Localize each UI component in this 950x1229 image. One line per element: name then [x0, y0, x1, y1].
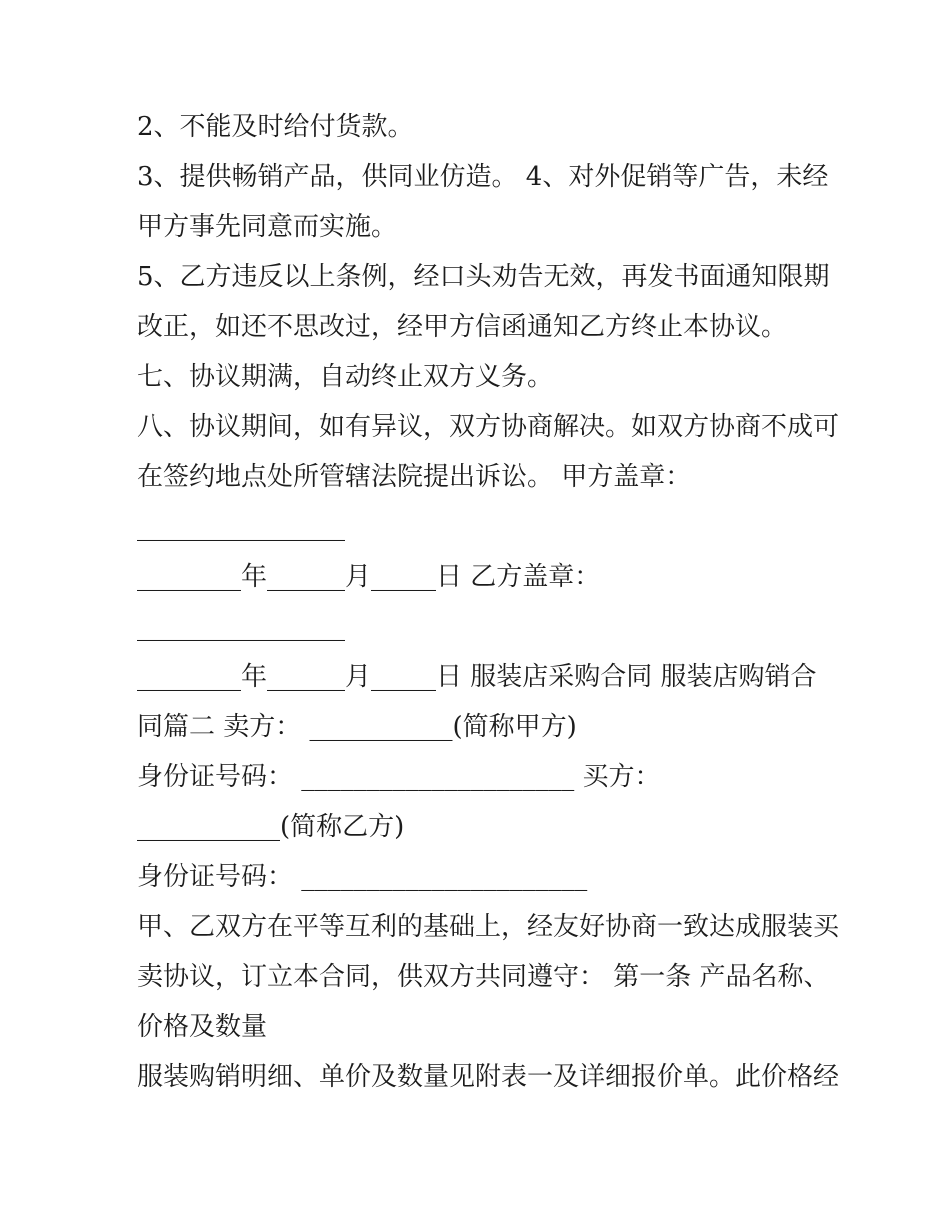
document-line: 3、提供畅销产品，供同业仿造。 4、对外促销等广告，未经: [137, 162, 829, 192]
document-line: 服装购销明细、单价及数量见附表一及详细报价单。此价格经: [137, 1062, 840, 1092]
document-line: 卖协议，订立本合同，供双方共同遵守： 第一条 产品名称、: [137, 962, 830, 992]
id-number-line: 身份证号码： _____________________ 买方：: [137, 762, 661, 792]
signature-blank-line: ________________: [137, 612, 345, 642]
document-line: 价格及数量: [137, 1012, 268, 1042]
id-number-line: 身份证号码： ______________________: [137, 862, 588, 892]
document-line: 改正，如还不思改过，经甲方信函通知乙方终止本协议。: [137, 312, 788, 342]
document-line: ___________(简称乙方): [137, 812, 405, 842]
document-line: 5、乙方违反以上条例，经口头劝告无效，再发书面通知限期: [137, 262, 830, 292]
document-line: 在签约地点处所管辖法院提出诉讼。 甲方盖章：: [137, 462, 692, 492]
document-line: 2、不能及时给付货款。: [137, 112, 414, 142]
document-line: 八、协议期间，如有异议，双方协商解决。如双方协商不成可: [137, 412, 840, 442]
date-line-party-a: ________年______月_____日 乙方盖章：: [137, 562, 601, 592]
signature-blank-line: ________________: [137, 512, 345, 542]
date-line-party-b: ________年______月_____日 服装店采购合同 服装店购销合: [137, 662, 817, 692]
document-line: 甲、乙双方在平等互利的基础上，经友好协商一致达成服装买: [137, 912, 840, 942]
document-line: 七、协议期满，自动终止双方义务。: [137, 362, 554, 392]
document-line: 同篇二 卖方： ___________(简称甲方): [137, 712, 577, 742]
document-line: 甲方事先同意而实施。: [137, 212, 398, 242]
